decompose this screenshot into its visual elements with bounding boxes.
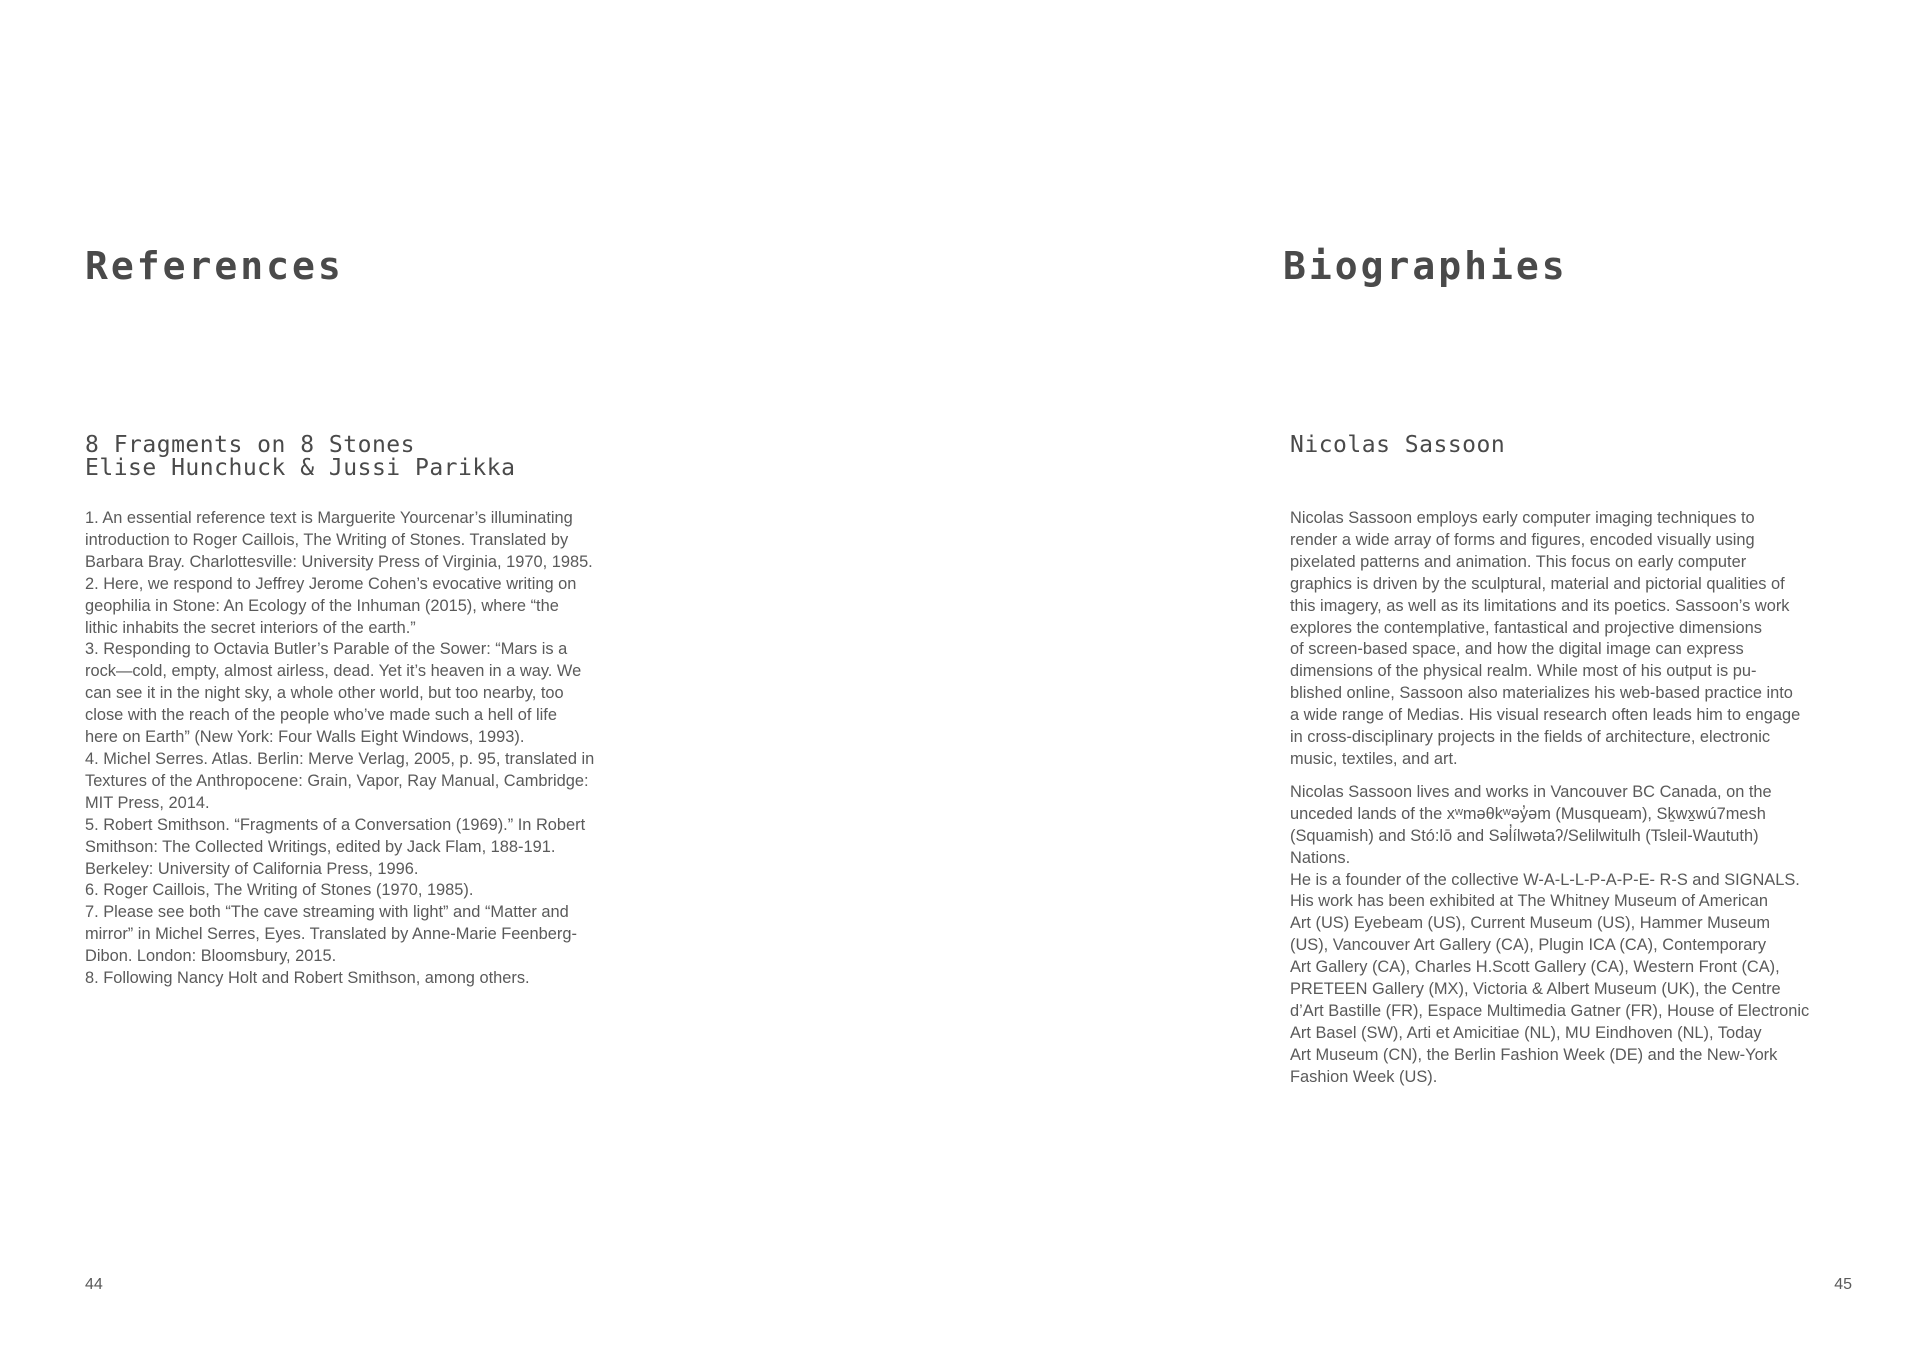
reference-line: Berkeley: University of California Press, 1996. (85, 859, 419, 878)
reference-line: Smithson: The Collected Writings, edited by Jack Flam, 188-191. (85, 837, 556, 856)
bio-line: Nicolas Sassoon lives and works in Vancouver BC Canada, on the (1290, 782, 1772, 801)
bio-line: Art Gallery (CA), Charles H.Scott Gallery (CA), Western Front (CA), (1290, 958, 1780, 977)
bio-line: blished online, Sassoon also materializes his web-based practice into (1290, 684, 1793, 703)
references-list (85, 508, 655, 990)
reference-line: 1. An essential reference text is Marguerite Yourcenar’s illuminating (85, 509, 573, 527)
bio-line: pixelated patterns and animation. This focus on early computer (1290, 552, 1747, 571)
bio-line: (US), Vancouver Art Gallery (CA), Plugin ICA (CA), Contemporary (1290, 936, 1767, 955)
bio-line: Nicolas Sassoon employs early computer imaging techniques to (1290, 509, 1755, 527)
bio-line: unceded lands of the xʷməθkʷəy̓əm (Musqueam), Sḵwx̱wú7mesh (1290, 804, 1766, 823)
bio-line: Fashion Week (US). (1290, 1067, 1438, 1086)
page-number-left: 44 (85, 1276, 103, 1293)
page-heading-references: References (85, 244, 344, 288)
bio-line: He is a founder of the collective W-A-L-L-P-A-P-E- R-S and SIGNALS. (1290, 870, 1800, 889)
bio-line: dimensions of the physical realm. While most of his output is pu- (1290, 662, 1757, 681)
bio-line: (Squamish) and Stó:lō and Səl̓ílwətaʔ/Selilwitulh (Tsleil-Waututh) (1290, 826, 1759, 845)
bio-line: Art (US) Eyebeam (US), Current Museum (US), Hammer Museum (1290, 914, 1770, 933)
bio-line: Nations. (1290, 848, 1351, 867)
bio-line: PRETEEN Gallery (MX), Victoria & Albert Museum (UK), the Centre (1290, 980, 1781, 999)
bio-line: explores the contemplative, fantastical and projective dimensions (1290, 618, 1762, 637)
reference-line: 4. Michel Serres. Atlas. Berlin: Merve Verlag, 2005, p. 95, translated in (85, 749, 595, 768)
right-page (957, 0, 1914, 1360)
essay-authors: Elise Hunchuck & Jussi Parikka (85, 455, 516, 481)
section-subheading (85, 434, 515, 480)
reference-line: MIT Press, 2014. (85, 793, 210, 812)
reference-line: geophilia in Stone: An Ecology of the Inhuman (2015), where “the (85, 596, 559, 615)
reference-line: 3. Responding to Octavia Butler’s Parable of the Sower: “Mars is a (85, 640, 568, 659)
biography-paragraph-2 (1290, 782, 1870, 1089)
reference-line: mirror” in Michel Serres, Eyes. Translated by Anne-Marie Feenberg- (85, 925, 577, 944)
reference-line: close with the reach of the people who’ve made such a hell of life (85, 706, 557, 725)
bio-line: in cross-disciplinary projects in the fields of architecture, electronic (1290, 728, 1771, 747)
bio-line: graphics is driven by the sculptural, material and pictorial qualities of (1290, 574, 1785, 593)
biography-text (1290, 508, 1870, 1089)
bio-line: this imagery, as well as its limitations and its poetics. Sassoon’s work (1290, 596, 1790, 615)
reference-line: Barbara Bray. Charlottesville: University Press of Virginia, 1970, 1985. (85, 552, 593, 571)
reference-line: lithic inhabits the secret interiors of the earth.” (85, 618, 416, 637)
bio-line: music, textiles, and art. (1290, 749, 1458, 768)
reference-line: 2. Here, we respond to Jeffrey Jerome Cohen’s evocative writing on (85, 574, 577, 593)
reference-line: 7. Please see both “The cave streaming with light” and “Matter and (85, 903, 569, 922)
bio-line: d’Art Bastille (FR), Espace Multimedia Gatner (FR), House of Electronic (1290, 1001, 1810, 1020)
reference-line: Textures of the Anthropocene: Grain, Vapor, Ray Manual, Cambridge: (85, 771, 589, 790)
bio-line: His work has been exhibited at The Whitney Museum of American (1290, 892, 1768, 911)
bio-line: of screen-based space, and how the digital image can express (1290, 640, 1744, 659)
reference-line: 5. Robert Smithson. “Fragments of a Conversation (1969).” In Robert (85, 815, 586, 834)
bio-line: a wide range of Medias. His visual research often leads him to engage (1290, 706, 1801, 725)
reference-line: here on Earth” (New York: Four Walls Eight Windows, 1993). (85, 728, 525, 747)
bio-line: Art Basel (SW), Arti et Amicitiae (NL), MU Eindhoven (NL), Today (1290, 1023, 1762, 1042)
biography-paragraph-1 (1290, 508, 1870, 771)
reference-line: can see it in the night sky, a whole other world, but too nearby, too (85, 684, 564, 703)
page-number-right: 45 (1834, 1276, 1852, 1293)
reference-line: introduction to Roger Caillois, The Writing of Stones. Translated by (85, 530, 569, 549)
reference-line: 8. Following Nancy Holt and Robert Smithson, among others. (85, 969, 530, 988)
reference-line: rock—cold, empty, almost airless, dead. Yet it’s heaven in a way. We (85, 662, 582, 681)
reference-line: 6. Roger Caillois, The Writing of Stones (1970, 1985). (85, 881, 474, 900)
bio-name: Nicolas Sassoon (1290, 432, 1506, 458)
paragraph-spacer (1290, 771, 1870, 782)
page-heading-biographies: Biographies (1283, 244, 1568, 288)
bio-line: render a wide array of forms and figures, encoded visually using (1290, 530, 1755, 549)
bio-line: Art Museum (CN), the Berlin Fashion Week (DE) and the New-York (1290, 1045, 1778, 1064)
essay-title: 8 Fragments on 8 Stones (85, 432, 415, 458)
reference-line: Dibon. London: Bloomsbury, 2015. (85, 947, 337, 966)
